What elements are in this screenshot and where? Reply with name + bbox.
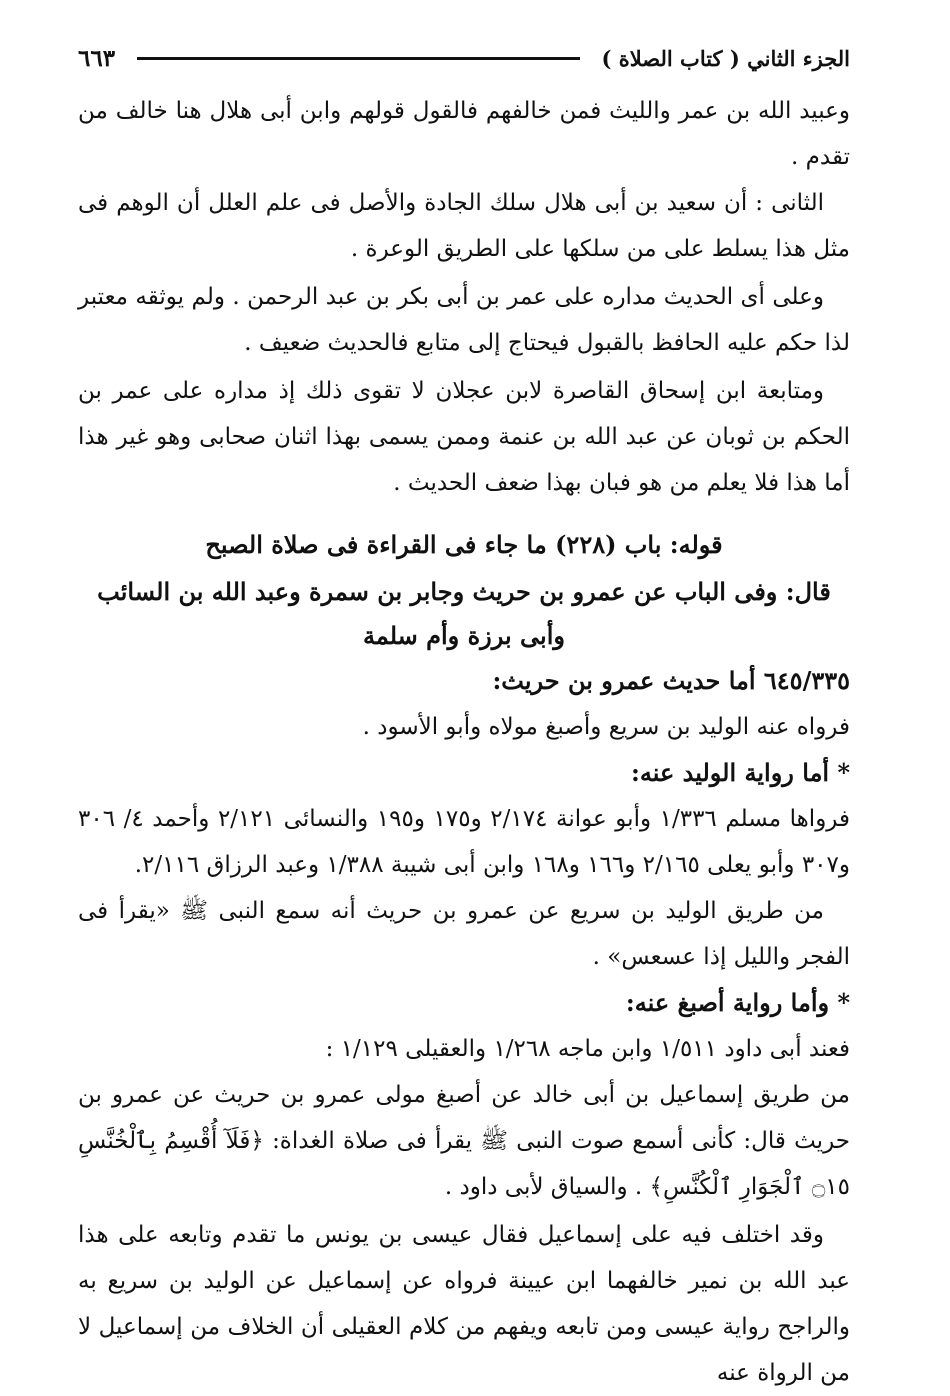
- qal-line-1: قال: وفى الباب عن عمرو بن حريث وجابر بن سمرة وعبد الله بن السائب: [97, 577, 831, 606]
- page-body: [78, 88, 850, 1396]
- asbagh-heading: * وأما رواية أصبغ عنه:: [625, 988, 850, 1017]
- paragraph-1: وعبيد الله بن عمر والليث فمن خالفهم فالقول قولهم وابن أبى هلال هنا خالف من تقدم .: [78, 98, 850, 170]
- asbagh-sources: فعند أبى داود ١/٥١١ وابن ماجه ١/٢٦٨ والعقيلى ١/١٢٩ :: [325, 1036, 850, 1062]
- asbagh-text: من طريق إسماعيل بن أبى خالد عن أصبغ مولى عمرو بن حريث عن عمرو بن حريث قال: كأنى أسمع صوت النبى ﷺ يقرأ فى صلاة الغداة: ﴿فَلَآ أُقْسِمُ بِٱلْخُنَّسِ ۝١٥ ٱلْجَوَارِ ٱلْكُنَّسِ﴾ . والسياق لأبى داود .: [78, 1082, 850, 1200]
- walid-text: من طريق الوليد بن سريع عن عمرو بن حريث أنه سمع النبى ﷺ «يقرأ فى الفجر والليل إذا عسعس» .: [78, 898, 850, 970]
- qal-block: [78, 570, 850, 658]
- hadith-number-heading: ٦٤٥/٣٣٥ أما حديث عمرو بن حريث:: [492, 666, 850, 695]
- walid-sources: فرواها مسلم ١/٣٣٦ وأبو عوانة ٢/١٧٤ و١٧٥ و١٩٥ والنسائى ٢/١٢١ وأحمد ٤/ ٣٠٦ و٣٠٧ وأبو يعلى ٢/١٦٥ و١٦٦ و١٦٨ وابن أبى شيبة ١/٣٨٨ وعبد الرزاق ٢/١١٦.: [78, 806, 850, 878]
- header-title: الجزء الثاني ( كتاب الصلاة ): [601, 45, 850, 71]
- chapter-heading: قوله: باب (٢٢٨) ما جاء فى القراءة فى صلاة الصبح: [205, 530, 723, 559]
- hadith-narrators: فرواه عنه الوليد بن سريع وأصبغ مولاه وأبو الأسود .: [362, 714, 850, 740]
- paragraph-3: وعلى أى الحديث مداره على عمر بن أبى بكر بن عبد الرحمن . ولم يوثقه معتبر لذا حكم عليه الحافظ بالقبول فيحتاج إلى متابع فالحديث ضعيف .: [78, 284, 850, 356]
- paragraph-2: الثانى : أن سعيد بن أبى هلال سلك الجادة والأصل فى علم العلل أن الوهم فى مثل هذا يسلط على من سلكها على الطريق الوعرة .: [78, 190, 850, 262]
- paragraph-bottom: وقد اختلف فيه على إسماعيل فقال عيسى بن يونس ما تقدم وتابعه على هذا عبد الله بن نمير خالفهما ابن عيينة فرواه عن إسماعيل عن الوليد بن سريع به والراجح رواية عيسى ومن تابعه ويفهم من كلام العقيلى أن الخلاف من إسماعيل لا من الرواة عنه: [78, 1222, 850, 1386]
- running-header: [78, 38, 850, 78]
- qal-line-2: وأبى برزة وأم سلمة: [362, 621, 565, 650]
- header-rule: [137, 57, 579, 60]
- page-number: ٦٦٣: [78, 44, 116, 72]
- walid-heading: * أما رواية الوليد عنه:: [630, 758, 850, 787]
- paragraph-4: ومتابعة ابن إسحاق القاصرة لابن عجلان لا تقوى ذلك إذ مداره على عمر بن الحكم بن ثوبان عن عبد الله بن عنمة وممن يسمى بهذا اثنان صحابى وهو غير هذا أما هذا فلا يعلم من هو فبان بهذا ضعف الحديث .: [78, 378, 850, 496]
